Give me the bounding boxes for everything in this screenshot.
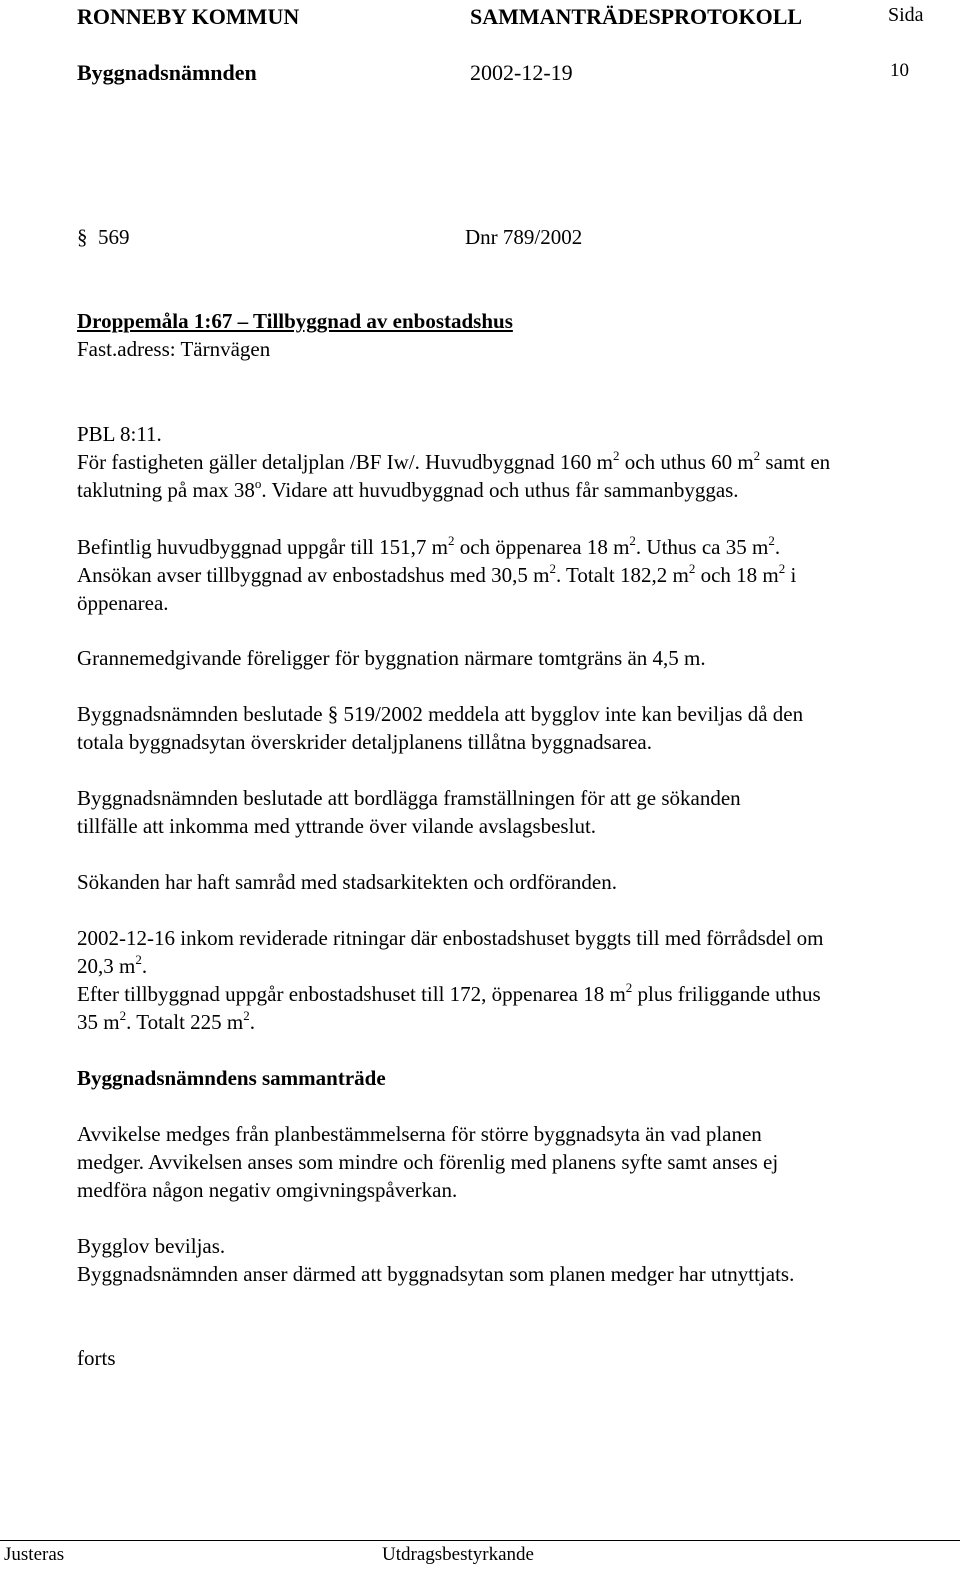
p5-line2: tillfälle att inkomma med yttrande över vilande avslagsbeslut. xyxy=(77,814,597,838)
p2-line3: öppenarea. xyxy=(77,591,169,615)
footer-divider xyxy=(0,1540,960,1541)
p6-line1: Sökanden har haft samråd med stadsarkitekten och ordföranden. xyxy=(77,870,617,894)
page-label: Sida xyxy=(888,4,924,26)
p3-line1: Grannemedgivande föreligger för byggnation närmare tomtgräns än 4,5 m. xyxy=(77,646,706,670)
section-number: 569 xyxy=(98,225,130,249)
p7-line1: 2002-12-16 inkom reviderade ritningar där enbostadshuset byggts till med förrådsdel om xyxy=(77,926,824,950)
committee-name: Byggnadsnämnden xyxy=(77,60,257,85)
decision-p1-line1: Avvikelse medges från planbestämmelserna för större byggnadsyta än vad planen xyxy=(77,1122,762,1146)
p7-line3: Efter tillbyggnad uppgår enbostadshuset till 172, öppenarea 18 $m^2$ plus friliggande uthus xyxy=(77,980,821,1006)
section-line xyxy=(77,223,130,251)
p7-line2: 20,3 $m^2$. xyxy=(77,952,148,978)
decision-heading: Byggnadsnämndens sammanträde xyxy=(77,1066,386,1090)
section-symbol: § xyxy=(327,702,339,726)
decision-p2-line2: Byggnadsnämnden anser därmed att byggnadsytan som planen medger har utnyttjats. xyxy=(77,1262,795,1286)
decision-p1-line2: medger. Avvikelsen anses som mindre och förenlig med planens syfte samt anses ej xyxy=(77,1150,779,1174)
continued-note: forts xyxy=(77,1346,116,1370)
p1-line2: För fastigheten gäller detaljplan /BF Iw/. Huvudbyggnad 160 $m^2$ och uthus 60 $m^2$ samt en xyxy=(77,448,831,474)
p7-line4: 35 $m^2$. Totalt 225 $m^2$. xyxy=(77,1008,255,1034)
p4-line1: Byggnadsnämnden beslutade § 519/2002 meddela att bygglov inte kan beviljas då den xyxy=(77,702,804,726)
decision-p1-line3: medföra någon negativ omgivningspåverkan. xyxy=(77,1178,458,1202)
footer-justeras: Justeras xyxy=(4,1544,65,1565)
p1-line1: PBL 8:11. xyxy=(77,422,162,446)
case-title: Droppemåla 1:67 – Tillbyggnad av enbostadshus xyxy=(77,309,513,333)
case-address: Fast.adress: Tärnvägen xyxy=(77,337,271,361)
org-name: RONNEBY KOMMUN xyxy=(77,4,300,29)
page-number: 10 xyxy=(890,60,909,81)
p4-line2: totala byggnadsytan överskrider detaljplanens tillåtna byggnadsarea. xyxy=(77,730,652,754)
footer-utdrag: Utdragsbestyrkande xyxy=(382,1544,534,1565)
p1-line3: taklutning på max 38$^o$. Vidare att huvudbyggnad och uthus får sammanbyggas. xyxy=(77,476,739,502)
decision-p2-line1: Bygglov beviljas. xyxy=(77,1234,226,1258)
p2-line2: Ansökan avser tillbyggnad av enbostadshus med 30,5 $m^2$. Totalt 182,2 $m^2$ och 18 $m^2$ i xyxy=(77,561,797,587)
p2-line1: Befintlig huvudbyggnad uppgår till 151,7 $m^2$ och öppenarea 18 $m^2$. Uthus ca 35 $m^2$. xyxy=(77,533,781,559)
p5-line1: Byggnadsnämnden beslutade att bordlägga framställningen för att ge sökanden xyxy=(77,786,741,810)
doc-type: SAMMANTRÄDESPROTOKOLL xyxy=(470,4,803,29)
section-symbol: § xyxy=(77,225,88,249)
meeting-date: 2002-12-19 xyxy=(470,60,573,85)
case-dnr: Dnr 789/2002 xyxy=(465,225,583,249)
